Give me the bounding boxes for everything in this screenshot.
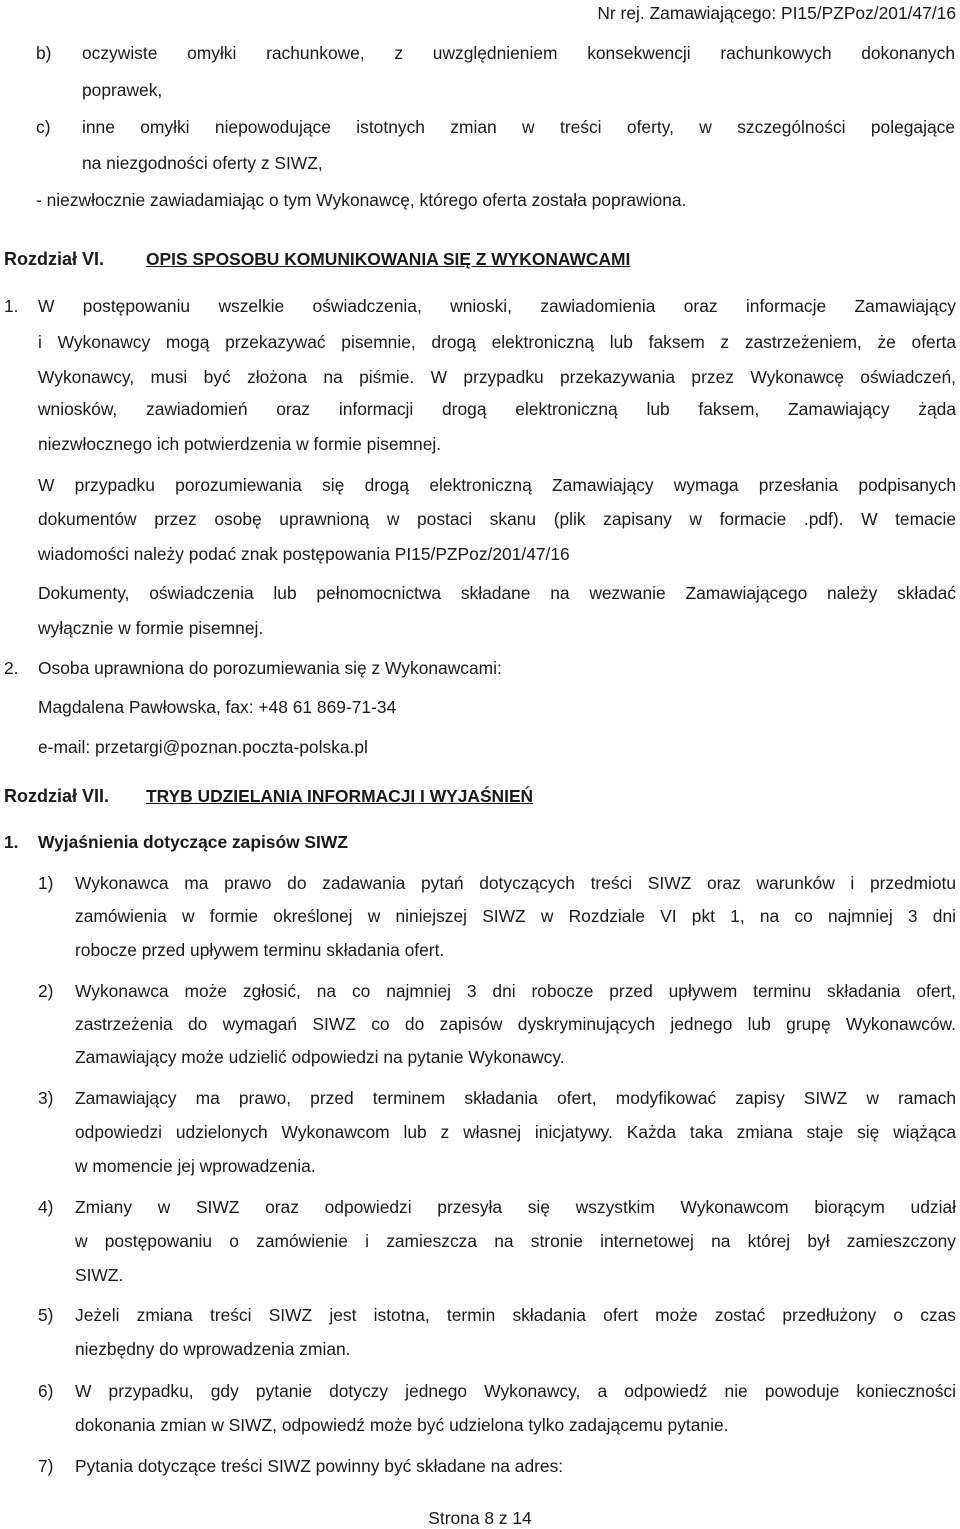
paragraph-line: wyłącznie w formie pisemnej. bbox=[38, 618, 264, 638]
contact-email: e-mail: przetargi@poznan.poczta-polska.pl bbox=[38, 737, 368, 757]
page-number: Strona 8 z 14 bbox=[428, 1508, 532, 1528]
list-item-number: 3) bbox=[38, 1088, 54, 1108]
chapter-6-point-2-number: 2. bbox=[4, 658, 19, 678]
registration-number: Nr rej. Zamawiającego: PI15/PZPoz/201/47/16 bbox=[597, 3, 956, 23]
list-item-line: Zmiany w SIWZ oraz odpowiedzi przesyła się wszystkim Wykonawcom biorącym udział bbox=[75, 1197, 956, 1217]
chapter-7-label: Rozdział VII. bbox=[4, 786, 110, 806]
contact-intro: Osoba uprawniona do porozumiewania się z Wykonawcami: bbox=[38, 658, 502, 678]
list-item-line: robocze przed upływem terminu składania ofert. bbox=[75, 940, 445, 960]
chapter-6-label: Rozdział VI. bbox=[4, 249, 105, 269]
list-item-number: 1) bbox=[38, 873, 54, 893]
item-c-line: na niezgodności oferty z SIWZ, bbox=[82, 153, 323, 173]
chapter-6-point-1-number: 1. bbox=[4, 296, 19, 316]
list-item-line: Jeżeli zmiana treści SIWZ jest istotna, termin składania ofert może zostać przedłużony o czas bbox=[75, 1305, 956, 1325]
list-item-line: niezbędny do wprowadzenia zmian. bbox=[75, 1339, 351, 1359]
paragraph-line: Wykonawcy, musi być złożona na piśmie. W przypadku przekazywania przez Wykonawcę oświadczeń, bbox=[38, 367, 956, 387]
list-item-number: 5) bbox=[38, 1305, 54, 1325]
closing-sentence: - niezwłocznie zawiadamiając o tym Wykonawcę, którego oferta została poprawiona. bbox=[36, 190, 687, 210]
list-item-number: 2) bbox=[38, 981, 54, 1001]
list-item-line: Pytania dotyczące treści SIWZ powinny być składane na adres: bbox=[75, 1456, 564, 1476]
paragraph-line: Dokumenty, oświadczenia lub pełnomocnictwa składane na wezwanie Zamawiającego należy składać bbox=[38, 583, 956, 603]
chapter-7-sub-number: 1. bbox=[4, 832, 19, 852]
paragraph-line: wiadomości należy podać znak postępowania PI15/PZPoz/201/47/16 bbox=[38, 544, 570, 564]
item-b-label: b) bbox=[36, 43, 52, 63]
list-item-number: 6) bbox=[38, 1381, 54, 1401]
item-c-line: inne omyłki niepowodujące istotnych zmian w treści oferty, w szczególności polegające bbox=[82, 117, 955, 137]
list-item-line: zamówienia w formie określonej w niniejszej SIWZ w Rozdziale VI pkt 1, na co najmniej 3 dni bbox=[75, 906, 956, 926]
paragraph-line: niezwłocznego ich potwierdzenia w formie pisemnej. bbox=[38, 434, 442, 454]
list-item-line: Zamawiający ma prawo, przed terminem składania ofert, modyfikować zapisy SIWZ w ramach bbox=[75, 1088, 956, 1108]
list-item-line: dokonania zmian w SIWZ, odpowiedź może być udzielona tylko zadającemu pytanie. bbox=[75, 1415, 729, 1435]
chapter-7-title: TRYB UDZIELANIA INFORMACJI I WYJAŚNIEŃ bbox=[146, 786, 534, 806]
list-item-line: w postępowaniu o zamówienie i zamieszcza na stronie internetowej na której był zamieszczony bbox=[75, 1231, 956, 1251]
paragraph-line: W przypadku porozumiewania się drogą elektroniczną Zamawiający wymaga przesłania podpisanych bbox=[38, 475, 956, 495]
item-b-line: poprawek, bbox=[82, 80, 163, 100]
chapter-7-sub-title: Wyjaśnienia dotyczące zapisów SIWZ bbox=[38, 832, 348, 852]
item-c-label: c) bbox=[36, 117, 51, 137]
list-item-line: Wykonawca ma prawo do zadawania pytań dotyczących treści SIWZ oraz warunków i przedmiotu bbox=[75, 873, 956, 893]
item-b-line: oczywiste omyłki rachunkowe, z uwzględnieniem konsekwencji rachunkowych dokonanych bbox=[82, 43, 955, 63]
list-item-line: W przypadku, gdy pytanie dotyczy jednego Wykonawcy, a odpowiedź nie powoduje konieczności bbox=[75, 1381, 956, 1401]
list-item-number: 7) bbox=[38, 1456, 54, 1476]
paragraph-line: W postępowaniu wszelkie oświadczenia, wnioski, zawiadomienia oraz informacje Zamawiający bbox=[38, 296, 956, 316]
list-item-line: zastrzeżenia do wymagań SIWZ co do zapisów dyskryminujących jednego lub grupę Wykonawców. bbox=[75, 1014, 956, 1034]
list-item-line: Zamawiający może udzielić odpowiedzi na pytanie Wykonawcy. bbox=[75, 1047, 565, 1067]
list-item-line: w momencie jej wprowadzenia. bbox=[75, 1156, 316, 1176]
paragraph-line: i Wykonawcy mogą przekazywać pisemnie, drogą elektroniczną lub faksem z zastrzeżeniem, że oferta bbox=[38, 332, 956, 352]
list-item-number: 4) bbox=[38, 1197, 54, 1217]
list-item-line: SIWZ. bbox=[75, 1265, 124, 1285]
paragraph-line: dokumentów przez osobę uprawnioną w postaci skanu (plik zapisany w formacie .pdf). W temacie bbox=[38, 509, 956, 529]
chapter-6-title: OPIS SPOSOBU KOMUNIKOWANIA SIĘ Z WYKONAWCAMI bbox=[146, 249, 631, 269]
paragraph-line: wniosków, zawiadomień oraz informacji drogą elektroniczną lub faksem, Zamawiający żąda bbox=[38, 399, 956, 419]
list-item-line: Wykonawca może zgłosić, na co najmniej 3 dni robocze przed upływem terminu składania ofert, bbox=[75, 981, 956, 1001]
contact-name-fax: Magdalena Pawłowska, fax: +48 61 869-71-34 bbox=[38, 697, 397, 717]
list-item-line: odpowiedzi udzielonych Wykonawcom lub z własnej inicjatywy. Każda taka zmiana staje się wiążąca bbox=[75, 1122, 956, 1142]
